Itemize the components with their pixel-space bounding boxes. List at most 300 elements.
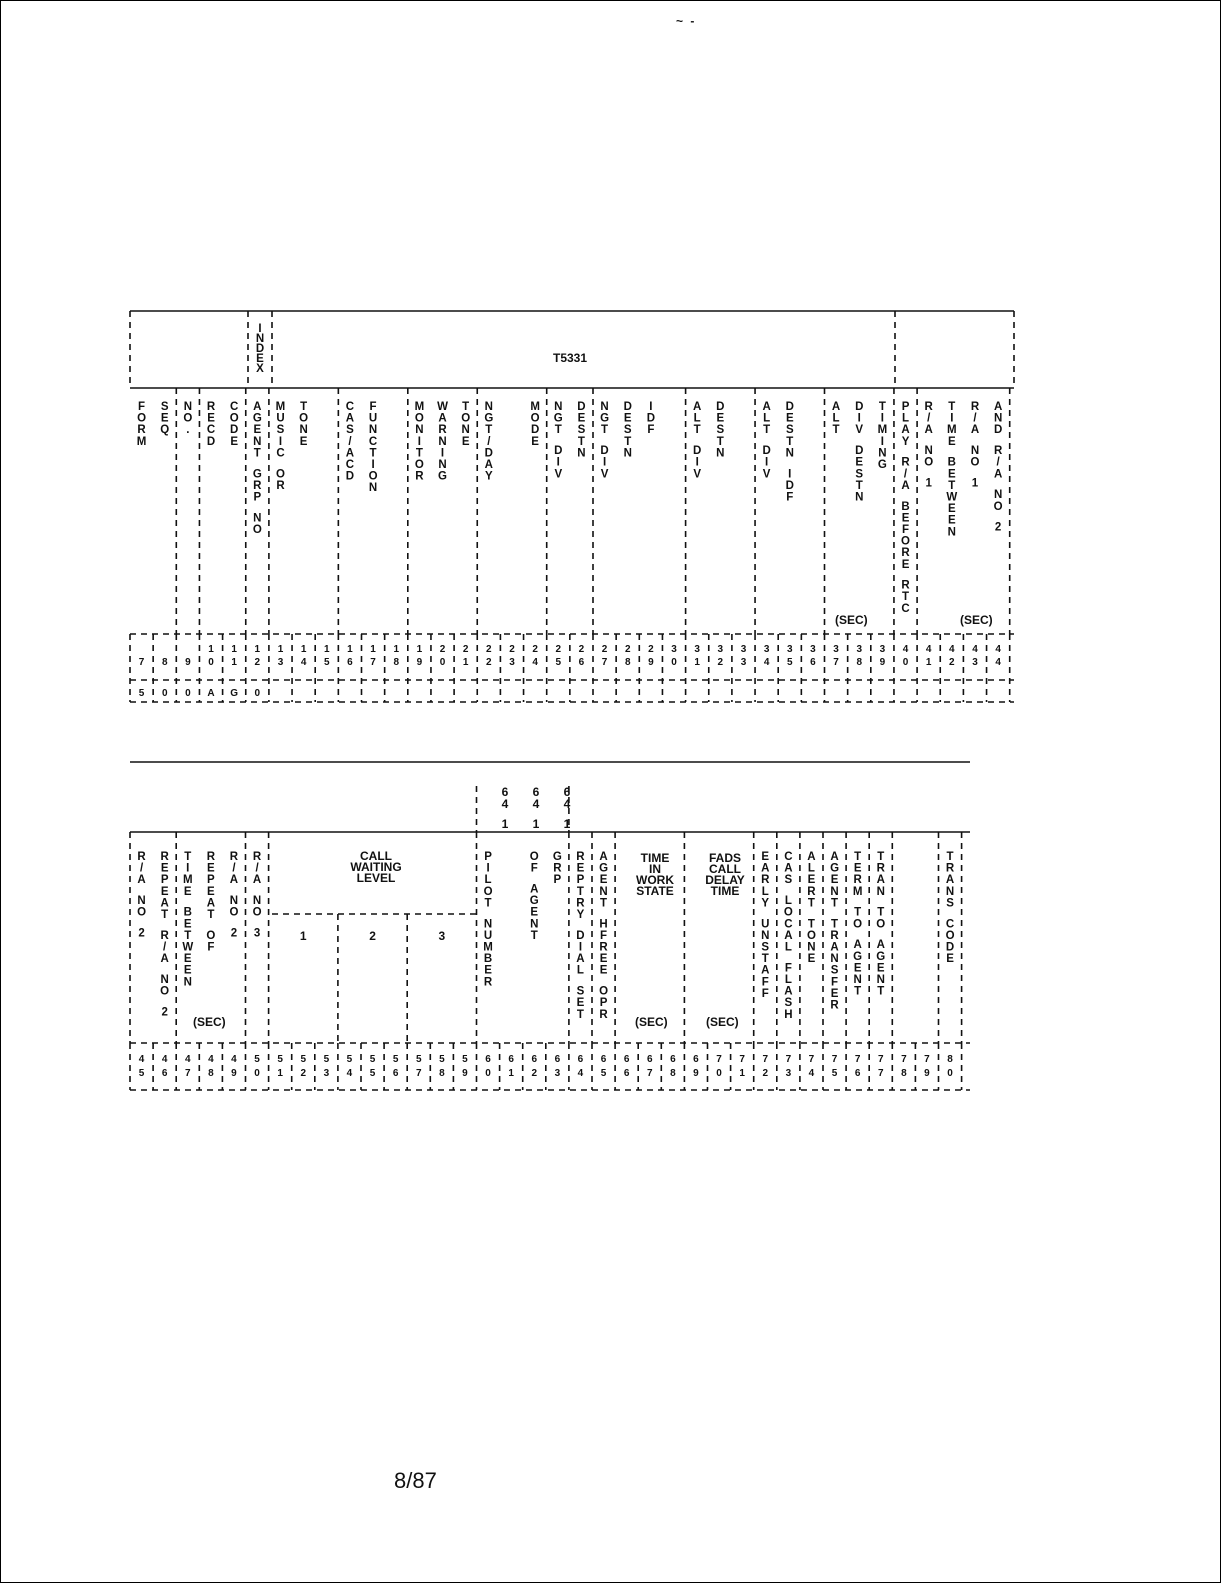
- label-char: O: [206, 929, 216, 942]
- label-char: T: [946, 851, 954, 863]
- tiws-line: STATE: [636, 884, 674, 898]
- table-id: T5331: [553, 351, 588, 365]
- label-char: R: [830, 999, 839, 1012]
- bottom-label-col-47: [182, 851, 193, 988]
- bottom-col-number: 5: [254, 1054, 260, 1065]
- label-char: N: [577, 447, 586, 460]
- label-char: O: [252, 906, 262, 919]
- bottom-col-number: 5: [323, 1054, 330, 1065]
- label-char: M: [483, 941, 493, 954]
- label-char: L: [576, 964, 584, 977]
- top-col-number: 3: [740, 657, 747, 668]
- label-char: T: [831, 897, 839, 910]
- label-char: A: [345, 447, 355, 460]
- label-char: G: [876, 950, 886, 963]
- label-char: E: [576, 997, 585, 1010]
- label-char: I: [880, 435, 884, 448]
- bottom-column-labels: [137, 851, 955, 1021]
- top-col-number: 3: [277, 657, 284, 668]
- label-char: A: [945, 874, 955, 887]
- label-char: C: [345, 459, 355, 471]
- label-char: I: [258, 323, 262, 335]
- top-col-number: 3: [509, 657, 515, 668]
- label-char: E: [183, 964, 192, 977]
- label-char: A: [438, 412, 447, 425]
- label-char: E: [853, 962, 862, 975]
- cwl-level: 2: [369, 929, 376, 943]
- label-char: N: [830, 885, 839, 898]
- label-char: U: [483, 929, 493, 942]
- label-char: I: [440, 447, 445, 460]
- label-char: C: [206, 424, 216, 437]
- label-char: N: [554, 401, 563, 413]
- label-char: E: [183, 953, 192, 966]
- bottom-label-col-60: [483, 851, 493, 988]
- label-char: S: [784, 874, 793, 887]
- top-col-number: 1: [694, 657, 700, 668]
- top-col-number: 4: [300, 657, 307, 668]
- label-char: E: [207, 412, 215, 425]
- top-col-number: 2: [486, 657, 492, 668]
- bottom-col-number: 5: [369, 1068, 376, 1079]
- label-char: R: [206, 851, 216, 863]
- label-char: N: [461, 424, 470, 437]
- label-char: A: [761, 862, 770, 875]
- label-char: E: [599, 953, 608, 966]
- label-char: N: [878, 447, 887, 460]
- label-char: C: [230, 401, 239, 413]
- top-col-number: 2: [532, 644, 538, 655]
- top-col-number: 2: [254, 657, 261, 668]
- label-char: A: [831, 401, 841, 413]
- label-char: L: [693, 412, 701, 425]
- top-col-number: 1: [370, 644, 376, 655]
- label-char: N: [945, 885, 955, 898]
- label-char: T: [184, 851, 192, 863]
- label-char: M: [852, 885, 863, 898]
- top-col-number: 7: [370, 657, 376, 668]
- label-char: O: [229, 412, 239, 425]
- label-char: M: [275, 401, 286, 413]
- top-col-number: 1: [300, 644, 307, 655]
- label-char: E: [299, 435, 308, 448]
- bottom-col-number: 6: [623, 1054, 630, 1065]
- bottom-col-number: 6: [485, 1054, 491, 1065]
- label-char: B: [947, 456, 956, 469]
- top-col-number: 7: [138, 657, 145, 668]
- label-char: T: [807, 897, 815, 910]
- label-char: O: [876, 918, 886, 931]
- label-char: M: [530, 401, 540, 413]
- top-col-number: 9: [879, 657, 886, 668]
- bottom-label-col-77: [876, 851, 885, 998]
- label-char: Y: [484, 470, 493, 483]
- bottom-col-number: 6: [392, 1068, 399, 1079]
- label-char: R: [924, 401, 933, 413]
- label-char: A: [599, 851, 608, 863]
- label-char: P: [553, 874, 562, 887]
- label-char: R: [993, 445, 1003, 458]
- prefilled-value: G: [230, 688, 239, 699]
- bottom-label-col-62: [530, 851, 539, 942]
- bottom-col-number: 9: [693, 1068, 699, 1079]
- bottom-label-col-64: [576, 851, 585, 1021]
- bottom-col-number: 7: [415, 1068, 422, 1079]
- label-char: D: [206, 435, 216, 448]
- bottom-label-col-73: [784, 851, 793, 1021]
- label-char: E: [807, 874, 816, 887]
- header-number: 4: [532, 797, 540, 811]
- label-char: N: [830, 953, 839, 966]
- label-char: O: [993, 500, 1003, 513]
- label-char: E: [183, 918, 192, 931]
- top-col-number: 3: [879, 644, 886, 655]
- label-char: O: [461, 412, 471, 425]
- label-char: O: [483, 885, 493, 898]
- label-char: M: [947, 424, 957, 437]
- label-char: F: [600, 929, 608, 942]
- label-char: T: [300, 401, 308, 413]
- label-char: I: [602, 456, 607, 469]
- unit-col-38: (SEC): [835, 613, 868, 627]
- label-char: V: [693, 468, 702, 481]
- label-char: D: [345, 470, 355, 483]
- label-char: N: [716, 447, 725, 460]
- fads-line: CALL: [709, 862, 741, 876]
- top-col-number: 4: [763, 657, 770, 668]
- label-char: /: [927, 412, 931, 425]
- bottom-col-number: 2: [762, 1068, 769, 1079]
- label-char: T: [624, 435, 632, 448]
- label-char: F: [207, 941, 215, 954]
- bottom-label-col-48: [206, 851, 215, 953]
- label-char: U: [276, 412, 285, 425]
- label-char: O: [137, 906, 147, 919]
- top-col-number: 4: [949, 644, 955, 655]
- label-char: E: [256, 353, 264, 365]
- prefilled-value: A: [207, 688, 215, 699]
- label-char: E: [947, 514, 956, 527]
- top-col-number: 7: [833, 657, 839, 668]
- label-char: M: [136, 435, 147, 448]
- label-char: N: [299, 424, 308, 437]
- label-char: T: [415, 447, 423, 460]
- label-char: O: [529, 851, 539, 863]
- label-char: A: [576, 953, 585, 966]
- label-char: /: [903, 468, 908, 481]
- top-col-number: 8: [393, 657, 400, 668]
- bottom-col-number: 5: [462, 1054, 468, 1065]
- label-char: V: [762, 468, 771, 481]
- label-char: 1: [971, 477, 979, 490]
- cwl-title-line: CALL: [360, 849, 392, 863]
- label-char: I: [371, 459, 375, 471]
- bottom-label-col-49: [229, 851, 238, 940]
- label-char: A: [784, 929, 793, 942]
- label-char: H: [599, 918, 608, 931]
- label-char: N: [876, 885, 885, 898]
- label-char: E: [876, 962, 885, 975]
- tiws-line: IN: [649, 862, 661, 876]
- label-char: T: [832, 424, 840, 437]
- top-col-number: 0: [671, 657, 677, 668]
- label-char: F: [647, 424, 655, 437]
- top-col-number: 2: [509, 644, 515, 655]
- cwl-level: 3: [438, 929, 446, 943]
- header-number: 6: [532, 785, 540, 799]
- label-char: I: [186, 862, 190, 875]
- label-char: R: [761, 874, 770, 887]
- header-number: 1: [563, 817, 571, 831]
- label-char: T: [716, 435, 724, 448]
- bottom-col-number: 9: [924, 1068, 930, 1079]
- bottom-col-number: 7: [762, 1054, 769, 1065]
- label-char: D: [716, 401, 725, 413]
- label-char: D: [577, 401, 586, 413]
- tiws-line: WORK: [636, 873, 674, 887]
- bottom-col-number: 5: [439, 1054, 445, 1065]
- label-char: S: [830, 964, 839, 977]
- label-char: N: [924, 445, 933, 458]
- label-char: R: [576, 897, 585, 910]
- label-char: A: [484, 459, 493, 471]
- top-col-number: 4: [995, 644, 1001, 655]
- label-char: L: [763, 412, 771, 425]
- label-char: N: [253, 512, 262, 525]
- label-char: Y: [901, 435, 910, 448]
- label-char: N: [183, 401, 193, 413]
- prefilled-value: 0: [254, 688, 261, 699]
- top-col-number: 2: [949, 657, 955, 668]
- label-char: E: [531, 435, 539, 448]
- label-char: F: [902, 523, 910, 536]
- bottom-label-col-63: [553, 851, 562, 886]
- top-col-number: 3: [786, 644, 793, 655]
- label-char: D: [230, 424, 239, 437]
- label-char: D: [646, 412, 656, 425]
- top-col-number: 3: [972, 657, 978, 668]
- label-char: F: [786, 491, 794, 504]
- label-char: A: [160, 953, 169, 966]
- label-char: I: [880, 412, 884, 425]
- label-char: M: [877, 424, 888, 437]
- label-char: E: [599, 964, 608, 977]
- top-col-number: 2: [462, 644, 469, 655]
- label-char: T: [763, 424, 771, 437]
- fads-line: TIME: [710, 884, 740, 898]
- bottom-col-number: 6: [854, 1068, 861, 1079]
- label-char: A: [693, 401, 702, 413]
- top-col-number: 5: [555, 657, 562, 668]
- label-char: O: [599, 985, 609, 998]
- label-char: V: [554, 468, 563, 481]
- label-char: A: [876, 874, 885, 887]
- label-char: /: [232, 862, 236, 875]
- bottom-col-number: 5: [415, 1054, 422, 1065]
- label-char: I: [417, 435, 421, 448]
- top-col-number: 0: [439, 657, 446, 668]
- label-char: M: [414, 401, 425, 413]
- bottom-col-number: 7: [184, 1068, 191, 1079]
- prefilled-value: 0: [185, 688, 191, 699]
- top-col-number: 8: [161, 657, 168, 668]
- label-char: S: [160, 401, 169, 413]
- bottom-label-col-72: [761, 851, 770, 1000]
- label-char: D: [600, 445, 609, 458]
- label-char: S: [623, 424, 632, 437]
- label-char: E: [461, 435, 470, 448]
- label-char: O: [924, 456, 934, 469]
- label-char: D: [576, 929, 585, 942]
- label-char: T: [161, 909, 169, 921]
- top-col-number: 6: [810, 657, 816, 668]
- label-char: A: [901, 479, 910, 492]
- bottom-col-number: 6: [600, 1054, 607, 1065]
- bottom-col-number: 4: [208, 1054, 214, 1065]
- label-char: /: [255, 862, 259, 875]
- label-char: A: [876, 939, 885, 952]
- label-char: T: [948, 401, 956, 413]
- label-char: D: [554, 445, 563, 458]
- label-char: R: [276, 479, 285, 492]
- fads-line: DELAY: [705, 873, 745, 887]
- top-col-number: 2: [578, 644, 585, 655]
- label-char: T: [253, 447, 261, 460]
- top-col-number: 1: [277, 644, 284, 655]
- label-char: A: [530, 883, 539, 896]
- label-char: S: [716, 424, 725, 437]
- bottom-col-number: 4: [346, 1068, 353, 1079]
- label-char: P: [484, 851, 492, 863]
- label-char: O: [183, 412, 193, 425]
- bottom-col-number: 8: [947, 1054, 953, 1065]
- label-char: T: [601, 424, 609, 437]
- label-char: G: [252, 468, 262, 481]
- label-char: E: [160, 885, 169, 898]
- bottom-col-number: 6: [554, 1054, 561, 1065]
- label-char: R: [830, 929, 839, 942]
- bottom-col-number: 6: [531, 1054, 538, 1065]
- label-char: N: [137, 895, 146, 908]
- label-char: T: [693, 424, 701, 437]
- label-char: E: [577, 412, 586, 425]
- label-char: O: [299, 412, 309, 425]
- label-char: R: [160, 851, 169, 863]
- label-char: E: [855, 456, 864, 469]
- label-char: T: [948, 479, 956, 492]
- page-footer-date: 8/87: [394, 1468, 437, 1493]
- label-char: R: [137, 424, 146, 437]
- label-char: E: [576, 862, 585, 875]
- label-char: T: [577, 435, 585, 448]
- label-char: R: [483, 976, 493, 989]
- label-char: O: [806, 929, 816, 942]
- label-char: A: [206, 897, 216, 910]
- label-char: T: [854, 906, 862, 919]
- label-char: C: [276, 447, 285, 460]
- label-char: L: [761, 885, 769, 898]
- label-char: L: [807, 862, 815, 875]
- label-char: G: [529, 895, 539, 908]
- label-char: Y: [576, 909, 585, 921]
- label-char: C: [784, 918, 793, 931]
- label-char: R: [137, 851, 146, 863]
- bottom-label-col-65: [599, 851, 608, 1021]
- top-col-number: 3: [810, 644, 816, 655]
- label-char: Y: [761, 897, 770, 910]
- top-col-number: 3: [717, 644, 724, 655]
- label-char: L: [784, 895, 792, 908]
- label-char: N: [599, 885, 608, 898]
- label-char: R: [970, 401, 980, 413]
- label-char: W: [182, 941, 194, 954]
- bottom-label-col-45: [137, 851, 146, 940]
- label-char: O: [783, 906, 793, 919]
- label-char: N: [438, 459, 447, 471]
- label-char: T: [600, 897, 608, 910]
- label-char: E: [253, 424, 262, 437]
- label-char: T: [831, 918, 839, 931]
- label-char: E: [183, 885, 192, 898]
- bottom-col-number: 3: [323, 1068, 330, 1079]
- header-number: 4: [563, 797, 571, 811]
- bottom-col-number: 8: [670, 1068, 676, 1079]
- label-char: /: [348, 435, 352, 448]
- unit-col-69: (SEC): [706, 1015, 739, 1029]
- header-number: 6: [501, 785, 509, 799]
- label-char: E: [947, 435, 956, 448]
- label-char: R: [945, 862, 955, 875]
- label-char: R: [807, 885, 816, 898]
- label-char: R: [160, 929, 169, 942]
- label-char: N: [970, 445, 980, 458]
- label-char: N: [993, 412, 1003, 425]
- label-char: A: [253, 401, 262, 413]
- bottom-col-number: 5: [600, 1068, 607, 1079]
- label-char: A: [830, 851, 839, 863]
- label-char: N: [855, 491, 864, 504]
- header-number: 1: [532, 817, 540, 831]
- bottom-col-number: 6: [693, 1054, 699, 1065]
- label-char: A: [761, 964, 770, 977]
- bottom-label-col-76: [853, 851, 863, 998]
- label-char: H: [784, 1008, 793, 1021]
- label-char: D: [693, 445, 702, 458]
- label-char: T: [854, 851, 862, 863]
- label-char: G: [438, 470, 448, 483]
- label-char: R: [599, 1008, 608, 1021]
- label-char: T: [207, 909, 215, 921]
- top-col-number: 5: [786, 657, 793, 668]
- label-char: A: [993, 401, 1003, 413]
- label-char: D: [762, 445, 771, 458]
- label-char: I: [578, 941, 583, 954]
- label-char: C: [345, 401, 355, 413]
- top-col-number: 1: [323, 644, 330, 655]
- label-char: R: [901, 579, 910, 592]
- label-char: N: [255, 333, 265, 345]
- label-char: I: [695, 456, 699, 469]
- label-char: F: [761, 987, 769, 1000]
- label-char: S: [276, 424, 285, 437]
- label-char: I: [788, 468, 792, 481]
- label-char: R: [438, 424, 447, 437]
- bottom-label-col-74: [807, 851, 816, 965]
- label-char: E: [830, 987, 839, 1000]
- bottom-col-number: 7: [831, 1054, 838, 1065]
- bottom-col-number: 7: [901, 1054, 907, 1065]
- cwl-level: 1: [299, 929, 307, 943]
